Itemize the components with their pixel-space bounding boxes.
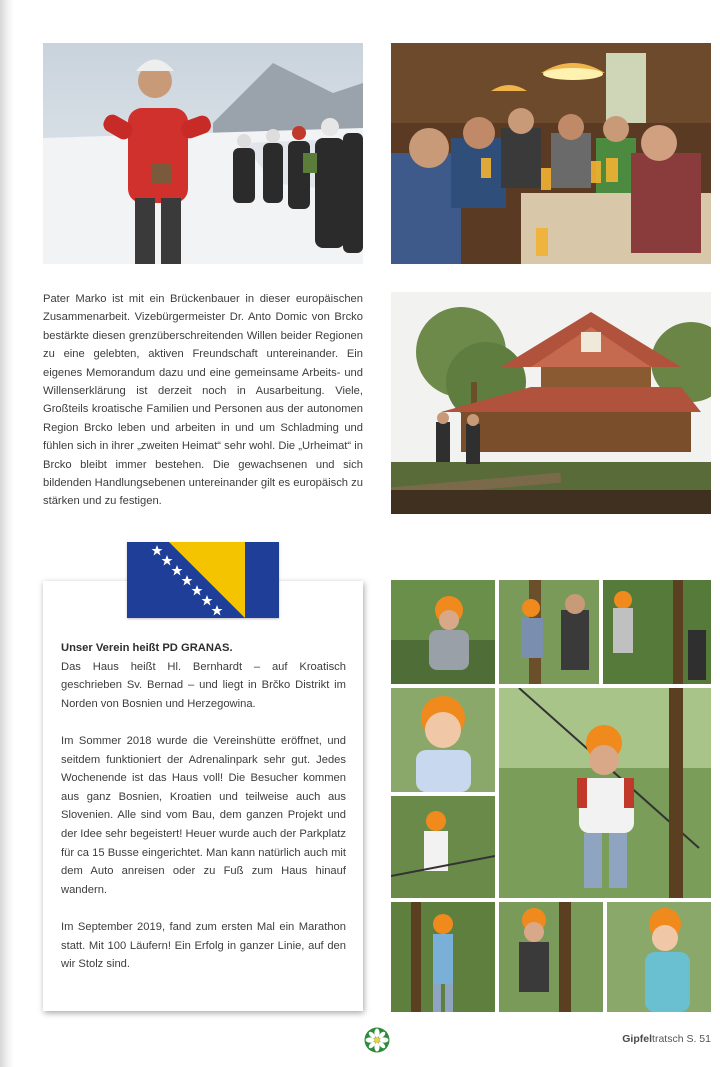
collage-photo bbox=[499, 580, 599, 684]
footer-page-label bbox=[622, 1033, 711, 1045]
collage-photo bbox=[603, 580, 711, 684]
info-card-paragraph-2: Im Sommer 2018 wurde die Vereinshütte eröffnet, und seitdem funktioniert der Adrenalinpark sehr gut. Jedes Wochenende ist das Haus voll! Die Besucher kommen aus ganz Bosnien, Kroatien und teilweise auch aus Slovenien. Alle sind vom Bau, dem ganzen Projekt und der Idee sehr begeistert! Heuer wurde auch der Parkplatz für ca 15 Busse eingerichtet. Man kann natürlich auch mit dem Auto anreisen oder zu Fuß zum Haus hinauf wandern. bbox=[61, 734, 346, 896]
footer-brand-bold: Gipfel bbox=[622, 1033, 653, 1045]
collage-photo bbox=[391, 688, 495, 792]
info-card-paragraph-3: Im September 2019, fand zum ersten Mal ein Marathon statt. Mit 100 Läufern! Ein Erfolg in ganzer Linie, auf den wir Stolz sind. bbox=[61, 920, 346, 971]
adrenaline-park-collage bbox=[391, 580, 711, 1012]
footer-brand-rest: tratsch bbox=[652, 1033, 684, 1045]
collage-photo bbox=[607, 902, 711, 1012]
bosnia-flag-image bbox=[127, 542, 279, 618]
photo-mountain-house bbox=[391, 292, 711, 514]
info-card-heading: Unser Verein heißt PD GRANAS. bbox=[61, 642, 233, 654]
collage-photo bbox=[391, 902, 495, 1012]
info-card bbox=[43, 581, 363, 1011]
collage-photo bbox=[391, 580, 495, 684]
collage-photo bbox=[391, 796, 495, 898]
edelweiss-icon bbox=[364, 1027, 390, 1053]
page-edge-shadow bbox=[0, 0, 14, 1067]
collage-photo bbox=[499, 902, 603, 1012]
article-body-text bbox=[43, 290, 363, 511]
photo-pub-group bbox=[391, 43, 711, 264]
footer-page-number: S. 51 bbox=[686, 1033, 711, 1045]
collage-photo bbox=[499, 688, 711, 898]
info-card-text-block bbox=[61, 639, 346, 713]
photo-glacier-climbers bbox=[43, 43, 363, 264]
info-card-intro: Das Haus heißt Hl. Bernhardt – auf Kroatisch geschrieben Sv. Bernad – und liegt in Brčko Distrikt im Norden von Bosnien und Herzegowina. bbox=[61, 660, 346, 710]
article-paragraph: Pater Marko ist mit ein Brückenbauer in dieser europäischen Zusammenarbeit. Vizebürgermeister Dr. Anto Domic von Brcko bestärkte diesen grenzüberschreitenden Willen beider Regionen zu eine gelebten, aktiven Freundschaft untereinander. Ein eigenes Memorandum dazu und eine gemeinsame Arbeits- und Willenserklärung ist derzeit noch in Ausarbeitung. Viele, Großteils kroatische Familien und Personen aus der autonomen Region Brcko leben und arbeiten in und um Schladming und fühlen sich in ihrer „zweiten Heimat“ sehr wohl. Die „Urheimat“ in Brcko bleibt immer bestehen. Die gewachsenen und sich bildenden Handlungsebenen untereinander gilt es europäisch zu stärken und zu festigen. bbox=[43, 293, 363, 508]
